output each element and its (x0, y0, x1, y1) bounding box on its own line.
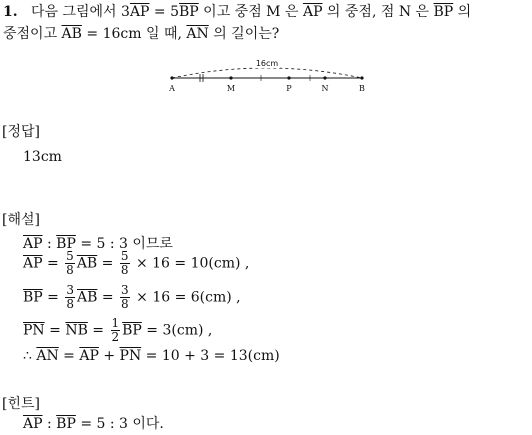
solution-text: : (42, 236, 57, 252)
point-n (323, 76, 326, 79)
segment-ab: $\overline{AB}$ (76, 255, 98, 272)
hint-text: : (42, 416, 57, 432)
solution-text: = (97, 255, 118, 272)
segment-bp: $\overline{BP}$ (56, 416, 76, 432)
segment-an: $\overline{AN}$ (36, 348, 59, 364)
solution-line-2 (23, 250, 249, 277)
hint-text: = 5 : 3 이다. (75, 416, 164, 432)
segment-bp: $\overline{BP}$ (122, 322, 142, 339)
segment-pn: $\overline{PN}$ (119, 348, 142, 364)
segment-bp: $\overline{BP}$ (23, 289, 43, 306)
numerator: 3 (66, 283, 74, 297)
solution-text: + (98, 348, 120, 364)
question-text: 다음 그림에서 3 (30, 4, 130, 20)
solution-line-5 (23, 346, 280, 366)
denominator: 8 (121, 297, 129, 311)
fraction (111, 317, 121, 344)
solution-text: = (44, 322, 66, 339)
numerator: 5 (66, 249, 74, 263)
length-label: 16cm (255, 59, 279, 68)
fraction (120, 250, 130, 277)
solution-line-3 (23, 284, 241, 311)
solution-text: = 10 + 3 = 13(cm) (141, 348, 280, 364)
label-m: M (226, 84, 236, 93)
point-a (170, 76, 173, 79)
denominator: 8 (66, 263, 74, 277)
point-b (360, 76, 363, 79)
solution-text: = (97, 289, 119, 306)
question-text: 의 중점, 점 N 은 (322, 4, 434, 20)
segment-bp: $\overline{BP}$ (433, 4, 454, 20)
question-text: = 5 (149, 4, 180, 20)
line-segment-figure (160, 54, 380, 96)
length-arc (172, 68, 362, 78)
solution-text: × 16 = 10(cm) , (131, 255, 250, 272)
solution-text: = 3(cm) , (141, 322, 213, 339)
solution-text: = 5 : 3 이므로 (75, 236, 173, 252)
question-line-1 (3, 2, 471, 22)
solution-text: = (42, 289, 64, 306)
label-b: B (359, 84, 365, 93)
segment-an: $\overline{AN}$ (186, 26, 209, 42)
therefore-symbol: ∴ (23, 348, 37, 364)
segment-bp: $\overline{BP}$ (56, 236, 76, 252)
numerator: 1 (111, 316, 120, 330)
solution-header: [해설] (2, 212, 40, 228)
label-p: P (286, 84, 292, 93)
label-a: A (169, 84, 175, 93)
denominator: 8 (120, 263, 129, 277)
segment-ab: $\overline{AB}$ (61, 26, 82, 42)
question-text: = 16cm 일 때, (81, 26, 187, 42)
question-text: 의 (453, 4, 472, 20)
segment-ap: $\overline{AP}$ (302, 4, 323, 20)
segment-pn: $\overline{PN}$ (23, 322, 45, 339)
denominator: 2 (111, 330, 120, 344)
answer-header: [정답] (2, 124, 40, 140)
solution-text: = (58, 348, 80, 364)
question-line-2 (3, 24, 279, 44)
numerator: 3 (121, 283, 129, 297)
fraction (120, 284, 130, 311)
solution-line-4 (23, 317, 212, 344)
segment-ap: $\overline{AP}$ (23, 236, 43, 252)
fraction (65, 284, 75, 311)
segment-ab: $\overline{AB}$ (77, 289, 98, 306)
point-m (229, 76, 232, 79)
segment-ap: $\overline{AP}$ (23, 255, 43, 272)
solution-text: = (42, 255, 64, 272)
denominator: 8 (66, 297, 74, 311)
segment-ap: $\overline{AP}$ (129, 4, 150, 20)
question-text: 중점이고 (3, 26, 62, 42)
answer-value: 13cm (23, 149, 62, 165)
segment-ap: $\overline{AP}$ (23, 416, 43, 432)
question-number: 1. (3, 4, 18, 20)
numerator: 5 (120, 249, 129, 263)
fraction (65, 250, 75, 277)
question-text: 의 길이는? (208, 26, 280, 42)
segment-ap: $\overline{AP}$ (79, 348, 99, 364)
segment-bp: $\overline{BP}$ (179, 4, 199, 20)
label-n: N (321, 84, 329, 93)
hint-line (23, 414, 164, 434)
point-p (287, 76, 290, 79)
solution-text: = (87, 322, 109, 339)
hint-header: [힌트] (2, 396, 40, 412)
segment-nb: $\overline{NB}$ (65, 322, 88, 339)
question-text: 이고 중점 M 은 (198, 4, 303, 20)
solution-text: × 16 = 6(cm) , (131, 289, 241, 306)
